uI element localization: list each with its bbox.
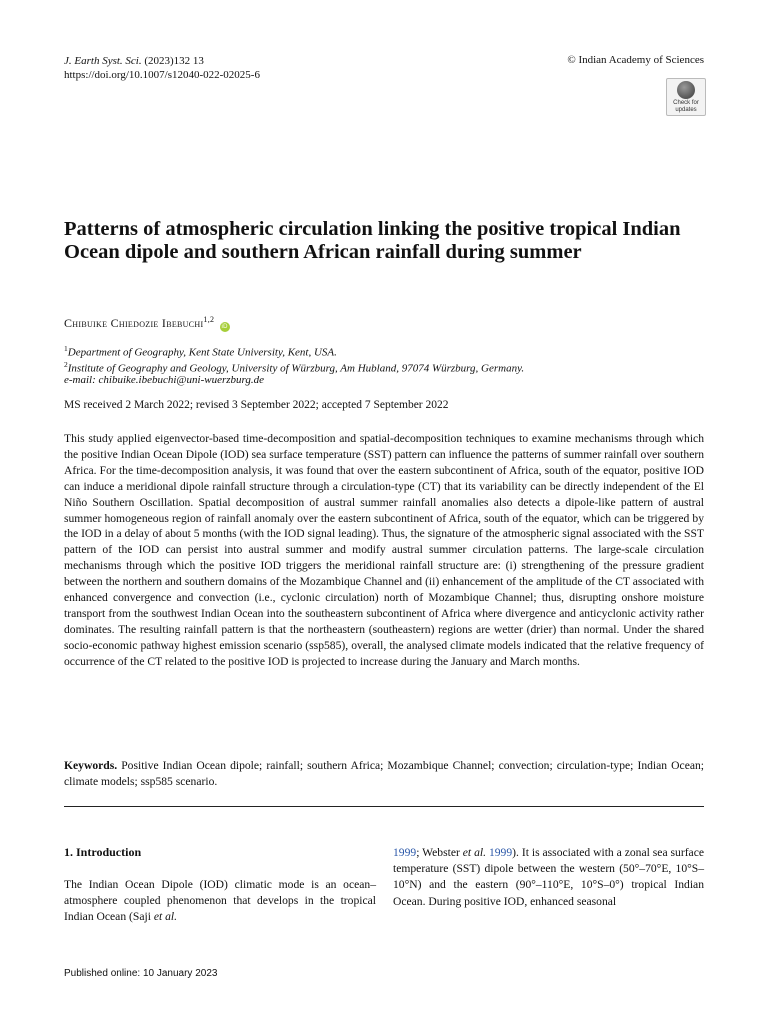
intro-left-etal: et al. [153,910,178,924]
section-divider [64,806,704,807]
abstract: This study applied eigenvector-based time-decomposition and spatial-decomposition techniques to examine mechanisms through which the positive Indian Ocean Dipole (IOD) sea surface temperature (SST) pattern can influence the patterns of summer rainfall over southern Africa. For the time-decomposition analysis, it was found that over the eastern subcontinent of Africa, south of the equator, positive IOD can induce a meridional dipole rainfall structure through a circulation-type (CT) that its variability can be directly independent of the El Niño Southern Oscillation. Spatial decomposition of austral summer rainfall anomalies also detects a dipole-like pattern of austral summer homogeneous region of rainfall anomaly over the eastern subcontinent of Africa, south of the equator, which can be triggered by the IOD in a delay of about 5 months (with the IOD signal leading). Thus, the signature of the atmospheric signal associated with the SST pattern of the IOD can persist into austral summer and modify austral summer circulation patterns. The large-scale circulation mechanisms through which the positive IOD triggers the meridional rainfall structure are: (i) strengthening of the pressure gradient between the northern and southern domains of the Mozambique Channel and (ii) enhancement of the amplitude of the CT associated with enhanced convergence and convection (i.e., cyclonic circulation) north of Mozambique Channel; thus, disrupting onshore moisture transport from the southwest Indian Ocean into the southeastern subcontinent of Africa where divergence and anticyclonic activity rather dominates. The resulting rainfall pattern is that the northeastern (southeastern) regions are wetter (drier) than normal. Under the shared socio-economic pathway highest emission scenario (ssp585), overall, the analysed climate models indicated that the relative frequency of occurrence of the CT related to the positive IOD is projected to increase during the January and March months. [64,432,704,668]
introduction-right-column [393,845,704,910]
citation-link-webster-1999[interactable]: 1999 [488,846,513,859]
author-name: Chibuike Chiedozie Ibebuchi [64,316,204,330]
check-for-updates-badge[interactable] [666,78,706,116]
crossmark-icon [677,81,695,99]
keywords [64,758,704,790]
affiliation-2-text: Institute of Geography and Geology, University of Würzburg, Am Hubland, 97074 Würzburg, Germany. [67,362,525,375]
author-line [64,315,230,332]
paper-title: Patterns of atmospheric circulation linking the positive tropical Indian Ocean dipole and southern African rainfall during summer [64,218,681,263]
intro-right-sep: ; Webster [416,846,460,859]
author-email[interactable]: e-mail: chibuike.ibebuchi@uni-wuerzburg.de [64,374,265,386]
doi-link[interactable]: https://doi.org/10.1007/s12040-022-02025-6 [64,69,260,81]
author-affil-sup: 1,2 [203,315,215,324]
affiliation-2 [64,358,524,376]
keywords-label: Keywords. [64,759,118,772]
journal-name: J. Earth Syst. Sci. [64,55,142,67]
badge-line-1: Check for [673,100,699,106]
affiliation-2-number: 2 [64,360,68,369]
affiliation-1-number: 1 [64,344,68,353]
published-online-date: Published online: 10 January 2023 [64,968,218,979]
intro-right-text: ). It is associated with a zonal sea surface temperature (SST) dipole between the western (50°–70°E, 10°S–10°N) and the eastern (90°–110°E, 10°S–0°) tropical Indian Ocean. During positive IOD, enhanced seasonal [393,846,704,908]
orcid-icon[interactable]: iD [221,324,228,330]
keywords-text: Positive Indian Ocean dipole; rainfall; southern Africa; Mozambique Channel; convection; circulation-type; Indian Ocean; climate models; ssp585 scenario. [64,759,704,788]
introduction-heading: 1. Introduction [64,845,142,859]
intro-left-text: The Indian Ocean Dipole (IOD) climatic mode is an ocean–atmosphere coupled phenomenon that develops in the tropical Indian Ocean (Saji [64,878,376,924]
intro-right-etal: et al. [462,846,487,859]
introduction-left-column [64,877,376,926]
manuscript-dates: MS received 2 March 2022; revised 3 September 2022; accepted 7 September 2022 [64,399,449,411]
badge-line-2: updates [675,107,697,113]
citation-link-saji-1999[interactable]: 1999 [393,846,417,859]
publisher-copyright: © Indian Academy of Sciences [567,54,704,66]
volume-info: (2023)132 13 [144,55,204,67]
running-header [64,54,260,82]
affiliation-1 [64,342,337,360]
affiliation-1-text: Department of Geography, Kent State University, Kent, USA. [67,346,337,359]
